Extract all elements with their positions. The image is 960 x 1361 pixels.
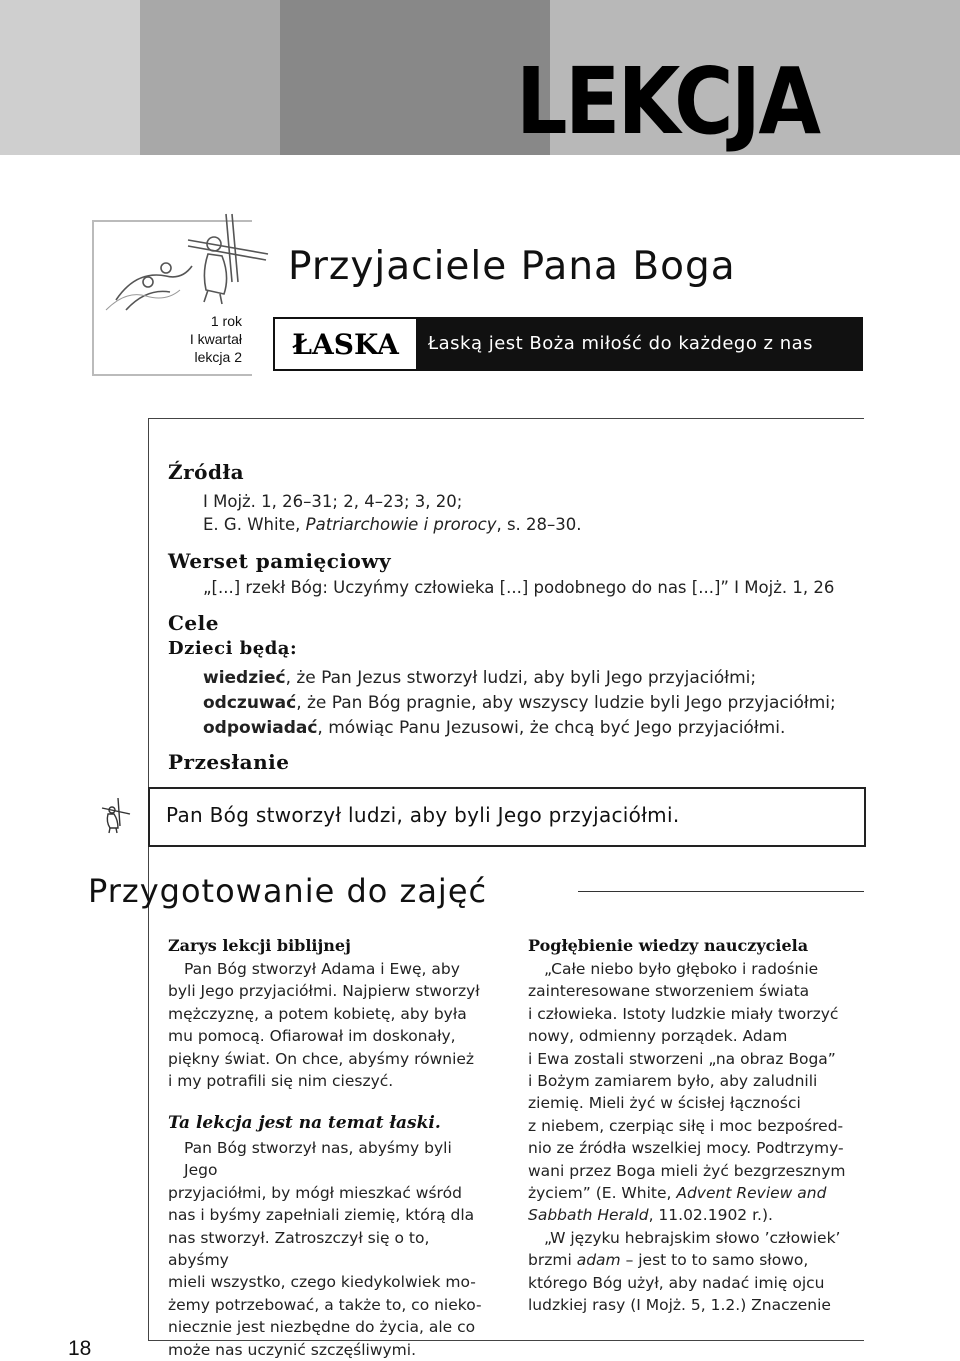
lesson-title: Przyjaciele Pana Boga <box>288 244 736 289</box>
goal-item-2 <box>203 693 836 713</box>
text-line: niecznie jest niezbędne do życia, ale co <box>168 1318 476 1337</box>
text-line: i Bożym zamiarem było, aby zaludnili <box>528 1072 818 1091</box>
text-line: „Całe niebo było głęboko i radośnie <box>544 960 819 978</box>
lesson-info <box>190 312 242 366</box>
sources-heading: Źródła <box>168 460 245 484</box>
text-fragment: – jest to to samo słowo, <box>625 1251 809 1270</box>
text-line: może nas uczynić szczęśliwymi. <box>168 1340 417 1359</box>
goals-subheading: Dzieci będą: <box>168 638 298 659</box>
text-line: „W języku hebrajskim słowo ’człowiek’ <box>544 1228 841 1247</box>
text-line <box>528 1182 868 1204</box>
info-year: 1 rok <box>210 313 242 329</box>
goal-rest: , mówiąc Panu Jezusowi, że chcą być Jego przyjaciółmi. <box>317 718 786 738</box>
bible-outline-text <box>168 958 488 1092</box>
text-line: Pan Bóg stworzył nas, abyśmy byli Jego <box>184 1139 452 1180</box>
text-line <box>528 1249 868 1271</box>
sources-line-2 <box>203 515 582 534</box>
memory-verse-heading: Werset pamięciowy <box>168 549 392 573</box>
text-line: piękny świat. On chce, abyśmy również <box>168 1049 475 1068</box>
text-line: zainteresowane stworzeniem świata <box>528 982 810 1001</box>
publication-date: , 11.02.1902 r.). <box>648 1206 773 1225</box>
goal-verb: odczuwać <box>203 693 297 713</box>
text-line: przyjaciółmi, by mógł mieszkać wśród <box>168 1183 462 1202</box>
header-title: LEKCJA <box>516 48 819 155</box>
text-line: mężczyznę, a potem kobietę, aby była <box>168 1004 467 1023</box>
text-line: byli Jego przyjaciółmi. Najpierw stworzył <box>168 982 480 1001</box>
publication-title: Sabbath Herald <box>528 1206 649 1225</box>
teacher-knowledge-text <box>528 958 868 1317</box>
sources-line-1: I Mojż. 1, 26–31; 2, 4–23; 3, 20; <box>203 492 463 511</box>
sources-book-title: Patriarchowie i prorocy <box>305 515 497 534</box>
header-stripe-2 <box>140 0 280 155</box>
theme-name: ŁASKA <box>275 319 416 369</box>
goal-verb: wiedzieć <box>203 668 286 688</box>
goal-rest: , że Pan Bóg pragnie, aby wszyscy ludzie byli Jego przyjaciółmi; <box>296 693 836 713</box>
text-line: i człowieka. Istoty ludzkie miały tworzyć <box>528 1004 839 1023</box>
message-text: Pan Bóg stworzył ludzi, aby byli Jego przyjaciółmi. <box>166 803 680 827</box>
memory-verse-text: „[...] rzekł Bóg: Uczyńmy człowieka [...] podobnego do nas [...]” I Mojż. 1, 26 <box>203 578 835 597</box>
goal-item-3 <box>203 718 785 738</box>
bible-outline-heading: Zarys lekcji biblijnej <box>168 936 351 955</box>
preparation-title: Przygotowanie do zajęć <box>88 872 488 910</box>
text-line: mieli wszystko, czego kiedykolwiek mo- <box>168 1273 476 1292</box>
goals-heading: Cele <box>168 611 219 635</box>
lesson-topic-text <box>168 1137 488 1361</box>
text-line <box>528 1204 868 1226</box>
goal-rest: , że Pan Jezus stworzył ludzi, aby byli Jego przyjaciółmi; <box>285 668 757 688</box>
goal-item-1 <box>203 668 756 688</box>
sources-author: E. G. White, <box>203 515 301 534</box>
text-line: nio ze źródła wszelkiej mocy. Podtrzymy- <box>528 1139 844 1158</box>
text-line: z niebem, czerpiąc siłę i moc bezpośred- <box>528 1116 844 1135</box>
frame-top-line <box>148 418 864 419</box>
header-stripe-1 <box>0 0 140 155</box>
text-line: nas stworzył. Zatroszczył się o to, abyśmy <box>168 1228 430 1270</box>
info-quarter: I kwartał <box>189 331 242 347</box>
text-line: i my potrafili się nim cieszyć. <box>168 1072 394 1091</box>
teacher-knowledge-heading: Pogłębienie wiedzy nauczyciela <box>528 936 809 955</box>
page-number: 18 <box>68 1337 92 1360</box>
publication-title: Advent Review and <box>676 1184 827 1203</box>
text-line: Pan Bóg stworzył Adama i Ewę, aby <box>184 960 460 978</box>
header-stripe-3 <box>280 0 550 155</box>
jesus-cross-small-icon <box>98 796 132 836</box>
message-heading: Przesłanie <box>168 750 290 774</box>
sources-pages: , s. 28–30. <box>496 515 582 534</box>
goal-verb: odpowiadać <box>203 718 318 738</box>
text-line: wani przez Boga mieli żyć bezgrzesznym <box>528 1161 846 1180</box>
text-line: mu pomocą. Ofiarował im doskonały, <box>168 1027 456 1046</box>
hebrew-word: adam <box>576 1251 621 1270</box>
text-line: ziemię. Mieli żyć w ścisłej łączności <box>528 1094 801 1113</box>
preparation-rule <box>578 891 864 892</box>
jesus-cross-illustration-icon <box>96 210 276 320</box>
text-fragment: brzmi <box>528 1251 572 1270</box>
text-line: ludzkiej rasy (I Mojż. 5, 1.2.) Znaczenie <box>528 1296 831 1315</box>
theme-description: Łaską jest Boża miłość do każdego z nas <box>428 333 814 354</box>
quote-source: życiem” (E. White, <box>528 1184 672 1203</box>
info-lesson: lekcja 2 <box>194 349 242 365</box>
text-line: którego Bóg użył, aby nadać imię ojcu <box>528 1273 825 1292</box>
text-line: i Ewa zostali stworzeni „na obraz Boga” <box>528 1049 836 1068</box>
text-line: nas i byśmy zapełniali ziemię, którą dla <box>168 1206 475 1225</box>
lesson-topic-heading: Ta lekcja jest na temat łaski. <box>168 1113 441 1133</box>
text-line: nowy, odmienny porządek. Adam <box>528 1027 788 1046</box>
text-line: żemy potrzebować, a także to, co nieko- <box>168 1295 482 1314</box>
